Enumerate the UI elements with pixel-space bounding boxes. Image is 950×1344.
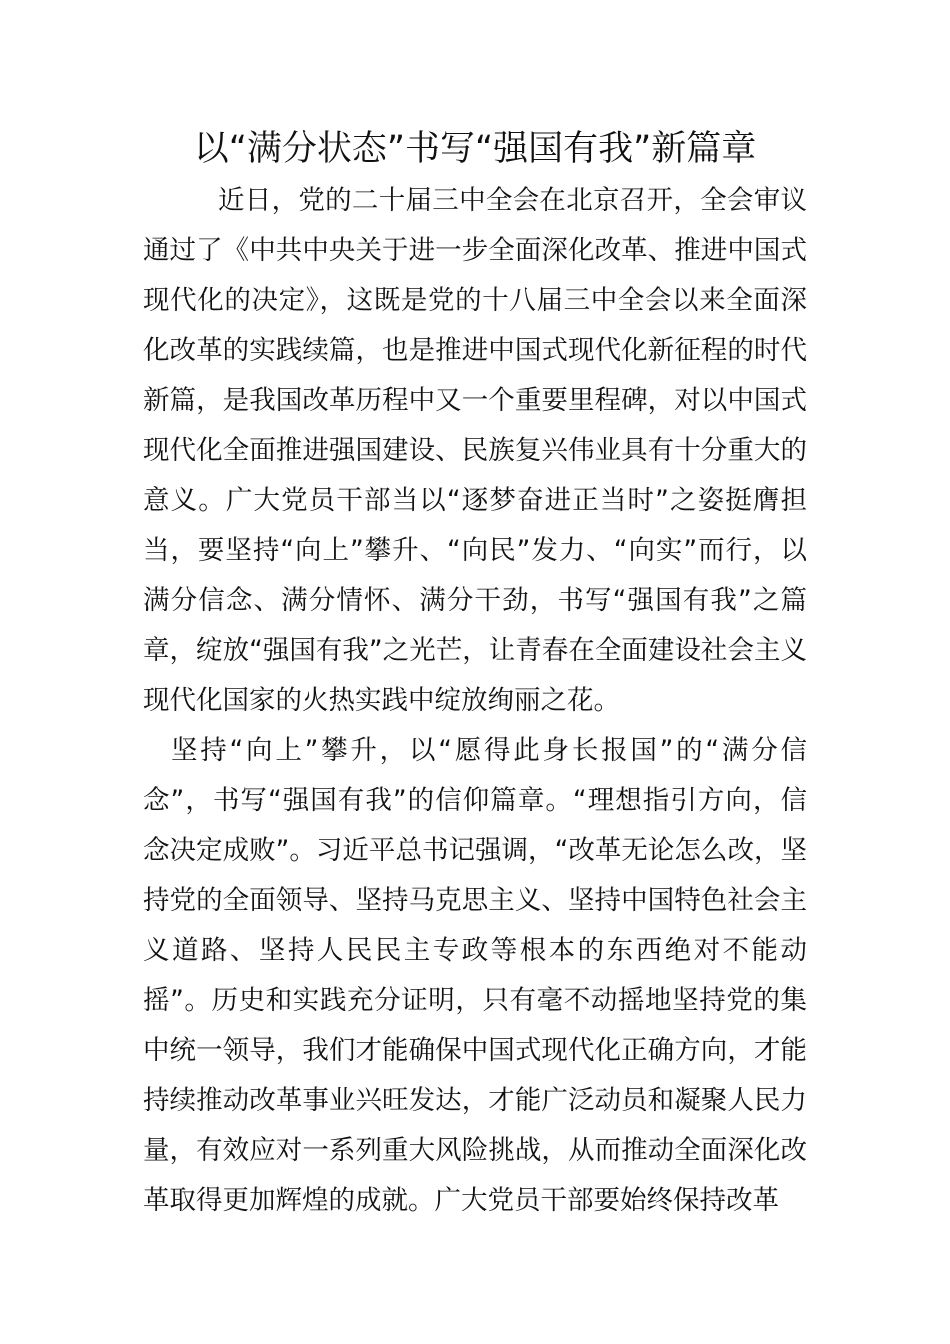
document-title: 以“满分状态”书写“强国有我”新篇章 bbox=[193, 129, 757, 169]
document-body bbox=[143, 176, 807, 1226]
paragraph-2: 坚持“向上”攀升，以“愿得此身长报国”的“满分信念”，书写“强国有我”的信仰篇章。“理想指引方向，信念决定成败”。习近平总书记强调，“改革无论怎么改，坚持党的全面领导、坚持马克思主义、坚持中国特色社会主义道路、坚持人民民主专政等根本的东西绝对不能动摇”。历史和实践充分证明，只有毫不动摇地坚持党的集中统一领导，我们才能确保中国式现代化正确方向，才能持续推动改革事业兴旺发达，才能广泛动员和凝聚人民力量，有效应对一系列重大风险挑战，从而推动全面深化改革取得更加辉煌的成就。广大党员干部要始终保持改革 bbox=[143, 735, 807, 1216]
paragraph-1: 近日，党的二十届三中全会在北京召开，全会审议通过了《中共中央关于进一步全面深化改革、推进中国式现代化的决定》，这既是党的十八届三中全会以来全面深化改革的实践续篇，也是推进中国式现代化新征程的时代新篇，是我国改革历程中又一个重要里程碑，对以中国式现代化全面推进强国建设、民族复兴伟业具有十分重大的意义。广大党员干部当以“逐梦奋进正当时”之姿挺膺担当，要坚持“向上”攀升、“向民”发力、“向实”而行，以满分信念、满分情怀、满分干劲，书写“强国有我”之篇章，绽放“强国有我”之光芒，让青春在全面建设社会主义现代化国家的火热实践中绽放绚丽之花。 bbox=[143, 185, 807, 716]
